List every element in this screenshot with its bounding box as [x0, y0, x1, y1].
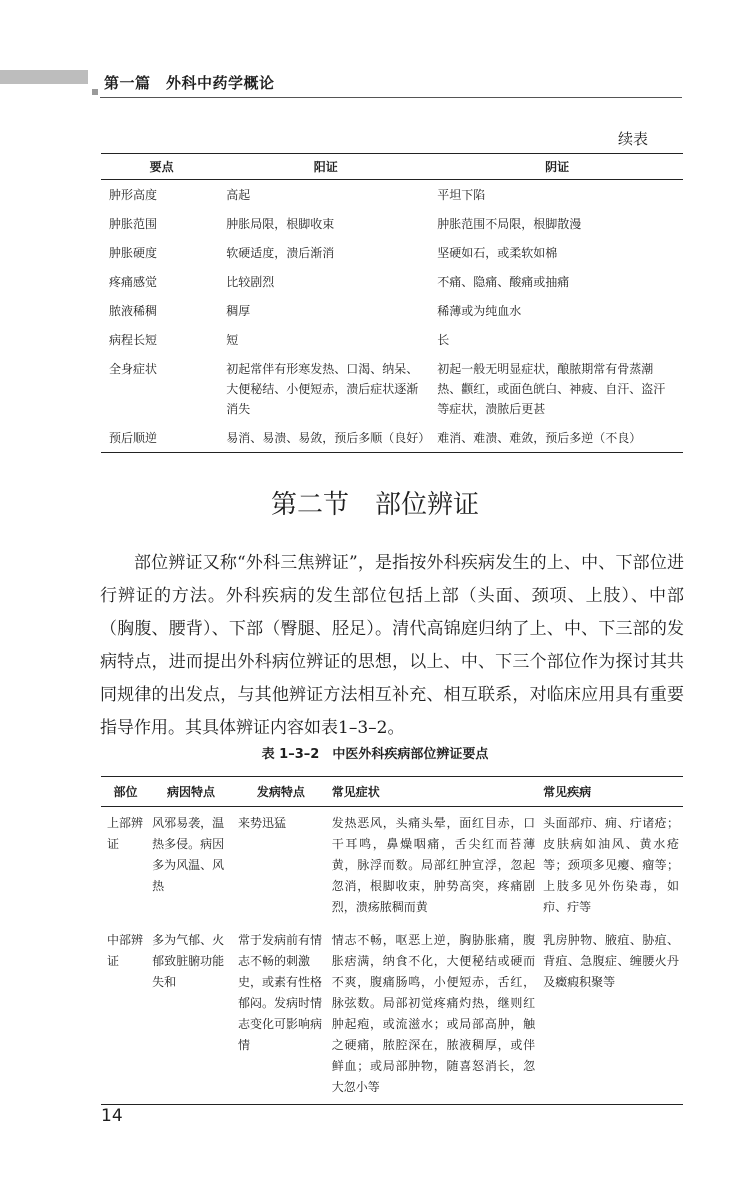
column-header-etiology: 病因特点	[148, 777, 234, 807]
table-row	[101, 267, 683, 296]
column-header-onset: 发病特点	[234, 777, 328, 807]
table-cell: 易消、易溃、易敛，预后多顺（良好）	[220, 423, 431, 453]
yin-yang-comparison-table	[101, 153, 683, 453]
table-row	[101, 423, 683, 453]
column-header-location: 部位	[101, 777, 148, 807]
table-cell: 风邪易袭，温热多侵。病因多为风温、风热	[152, 816, 225, 893]
table-cell: 肿胀范围不局限，根脚散漫	[437, 217, 582, 231]
table-cell: 不痛、隐痛、酸痛或抽痛	[437, 275, 570, 289]
column-header-diseases: 常见疾病	[539, 777, 683, 807]
table-cell: 预后顺逆	[101, 423, 220, 453]
table-row	[101, 296, 683, 325]
table-cell: 短	[226, 333, 239, 347]
table-row	[101, 180, 683, 210]
table-cell: 平坦下陷	[437, 188, 486, 202]
table-cell: 疼痛感觉	[109, 275, 158, 289]
table-cell: 多为气郁、火郁致脏腑功能失和	[148, 924, 234, 1105]
table-cell: 稠厚	[226, 304, 251, 318]
table-header-row	[101, 777, 683, 807]
table-cell: 乳房肿物、腋疽、胁疽、背疽、急腹症、缠腰火丹及癥瘕积聚等	[539, 924, 683, 1105]
table-cell: 情志不畅，呕恶上逆，胸胁胀痛，腹胀痞满，纳食不化，大便秘结或硬而不爽，腹痛肠鸣，小便短赤，舌红，脉弦数。局部初觉疼痛灼热，继则红肿起疱，或流滋水；或局部高肿，触之硬痛，脓腔深在，脓液稠厚，或伴鲜血；或局部肿物，随喜怒消长，忽大忽小等	[328, 924, 539, 1105]
table-cell: 病程长短	[109, 333, 158, 347]
table-cell: 全身症状	[109, 362, 158, 376]
column-header-symptoms: 常见症状	[328, 777, 539, 807]
table-cell: 稀薄或为纯血水	[437, 304, 522, 318]
table-row	[101, 325, 683, 354]
table-cell: 肿胀范围	[109, 217, 158, 231]
table-cell: 软硬适度，溃后渐消	[226, 246, 335, 260]
location-differentiation-table	[101, 776, 683, 1105]
table-cell: 肿胀局限，根脚收束	[226, 217, 335, 231]
column-header-yang: 阳证	[220, 154, 431, 180]
table-cell: 肿形高度	[109, 188, 158, 202]
column-header-yin: 阴证	[431, 154, 683, 180]
continued-table-label: 续表	[617, 130, 648, 148]
table-cell: 长	[437, 333, 450, 347]
header-square-marker	[92, 89, 98, 95]
table-cell: 坚硬如石，或柔软如棉	[437, 246, 558, 260]
running-header-title: 第一篇 外科中药学概论	[104, 74, 275, 92]
table-cell: 常于发病前有情志不畅的刺激史，或素有性格郁闷。发病时情志变化可影响病情	[234, 924, 328, 1105]
table-cell: 上部辨证	[107, 816, 144, 851]
page-number: 14	[101, 1106, 123, 1126]
table-cell: 头面部疖、痈、疔诸疮；皮肤病如油风、黄水疮等；颈项多见瘿、瘤等；上肢多见外伤染毒，如疖、疔等	[543, 816, 679, 914]
table-row	[101, 807, 683, 925]
table-row	[101, 209, 683, 238]
table-cell: 发热恶风，头痛头晕，面红目赤，口干耳鸣，鼻燥咽痛，舌尖红而苔薄黄，脉浮而数。局部红肿宣浮，忽起忽消，根脚收束，肿势高突，疼痛剧烈，溃疡脓稠而黄	[331, 816, 536, 914]
table-cell: 来势迅猛	[238, 816, 287, 830]
table-cell: 初起常伴有形寒发热、口渴、纳呆、大便秘结、小便短赤，溃后症状逐渐消失	[226, 362, 419, 416]
table-cell: 难消、难溃、难敛，预后多逆（不良）	[431, 423, 683, 453]
column-header-key-point: 要点	[101, 154, 220, 180]
header-gray-bar	[0, 70, 88, 84]
table-row	[101, 354, 683, 423]
table-cell: 脓液稀稠	[109, 304, 158, 318]
table-row	[101, 238, 683, 267]
header-rule	[100, 97, 682, 98]
table-cell: 初起一般无明显症状，酿脓期常有骨蒸潮热、颧红，或面色㿠白、神疲、自汗、盗汗等症状，溃脓后更甚	[437, 362, 666, 416]
table-cell: 中部辨证	[101, 924, 148, 1105]
table-cell: 高起	[226, 188, 251, 202]
table-caption: 表 1–3–2 中医外科疾病部位辨证要点	[261, 747, 489, 762]
table-cell: 肿胀硬度	[109, 246, 158, 260]
body-paragraph: 部位辨证又称“外科三焦辨证”，是指按外科疾病发生的上、中、下部位进行辨证的方法。外科疾病的发生部位包括上部（头面、颈项、上肢）、中部（胸腹、腰背）、下部（臀腿、胫足）。清代高锦庭归纳了上、中、下三部的发病特点，进而提出外科病位辨证的思想，以上、中、下三个部位作为探讨其共同规律的出发点，与其他辨证方法相互补充、相互联系，对临床应用具有重要指导作用。其具体辨证内容如表1–3–2。	[100, 553, 684, 738]
section-heading: 第二节 部位辨证	[270, 490, 479, 520]
table-cell: 比较剧烈	[226, 275, 275, 289]
table-header-row	[101, 154, 683, 180]
table-row	[101, 924, 683, 1105]
